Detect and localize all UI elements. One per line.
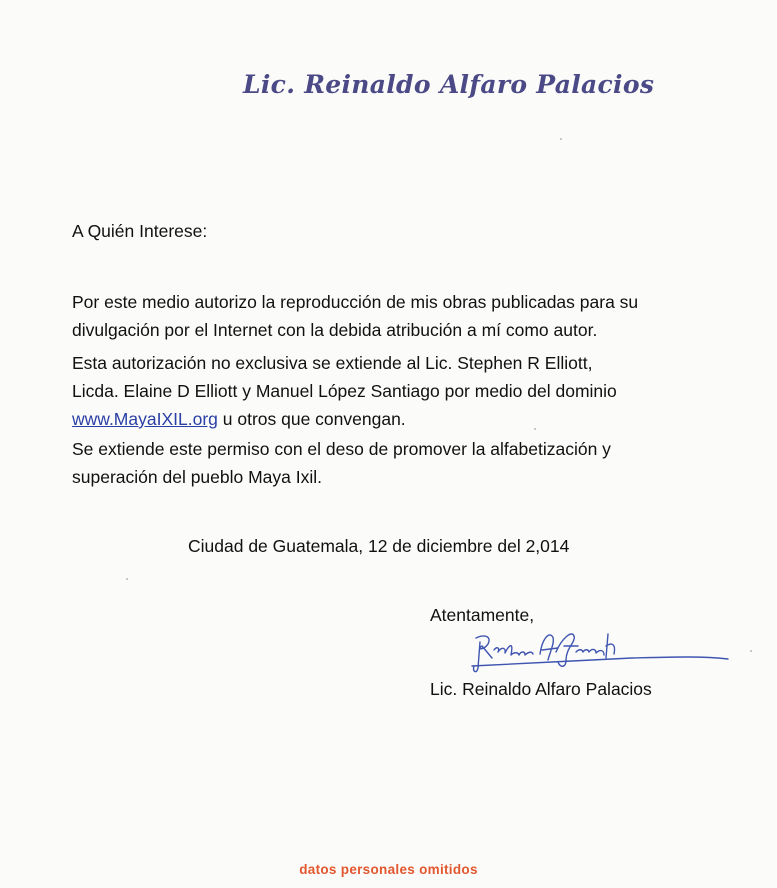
salutation: A Quién Interese: [72, 221, 208, 241]
paragraph-line: divulgación por el Internet con la debida atribución a mí como autor. [72, 320, 598, 340]
paragraph-line-tail: u otros que convengan. [217, 409, 406, 429]
letterhead-name: Lic. Reinaldo Alfaro Palacios [243, 70, 655, 99]
paragraph-line: Se extiende este permiso con el deso de promover la alfabetización y [72, 439, 611, 459]
paper-speck [126, 578, 128, 580]
authorization-paragraph [72, 288, 638, 344]
scope-paragraph [72, 349, 617, 433]
place-and-date: Ciudad de Guatemala, 12 de diciembre del 2,014 [188, 536, 570, 556]
paragraph-line: Por este medio autorizo la reproducción de mis obras publicadas para su [72, 292, 639, 312]
paper-speck [534, 428, 536, 430]
handwritten-signature [462, 628, 732, 678]
paragraph-line: Licda. Elaine D Elliott y Manuel López Santiago por medio del dominio [72, 381, 617, 401]
closing-line: Atentamente, [430, 605, 535, 625]
paragraph-line: superación del pueblo Maya Ixil. [72, 467, 323, 487]
paper-speck [560, 138, 562, 140]
paper-speck [750, 650, 752, 652]
paragraph-line: Esta autorización no exclusiva se extiende al Lic. Stephen R Elliott, [72, 353, 593, 373]
purpose-paragraph [72, 435, 611, 491]
signer-name: Lic. Reinaldo Alfaro Palacios [430, 679, 652, 699]
redaction-note: datos personales omitidos [299, 862, 478, 877]
domain-link[interactable]: www.MayaIXIL.org [72, 409, 218, 429]
